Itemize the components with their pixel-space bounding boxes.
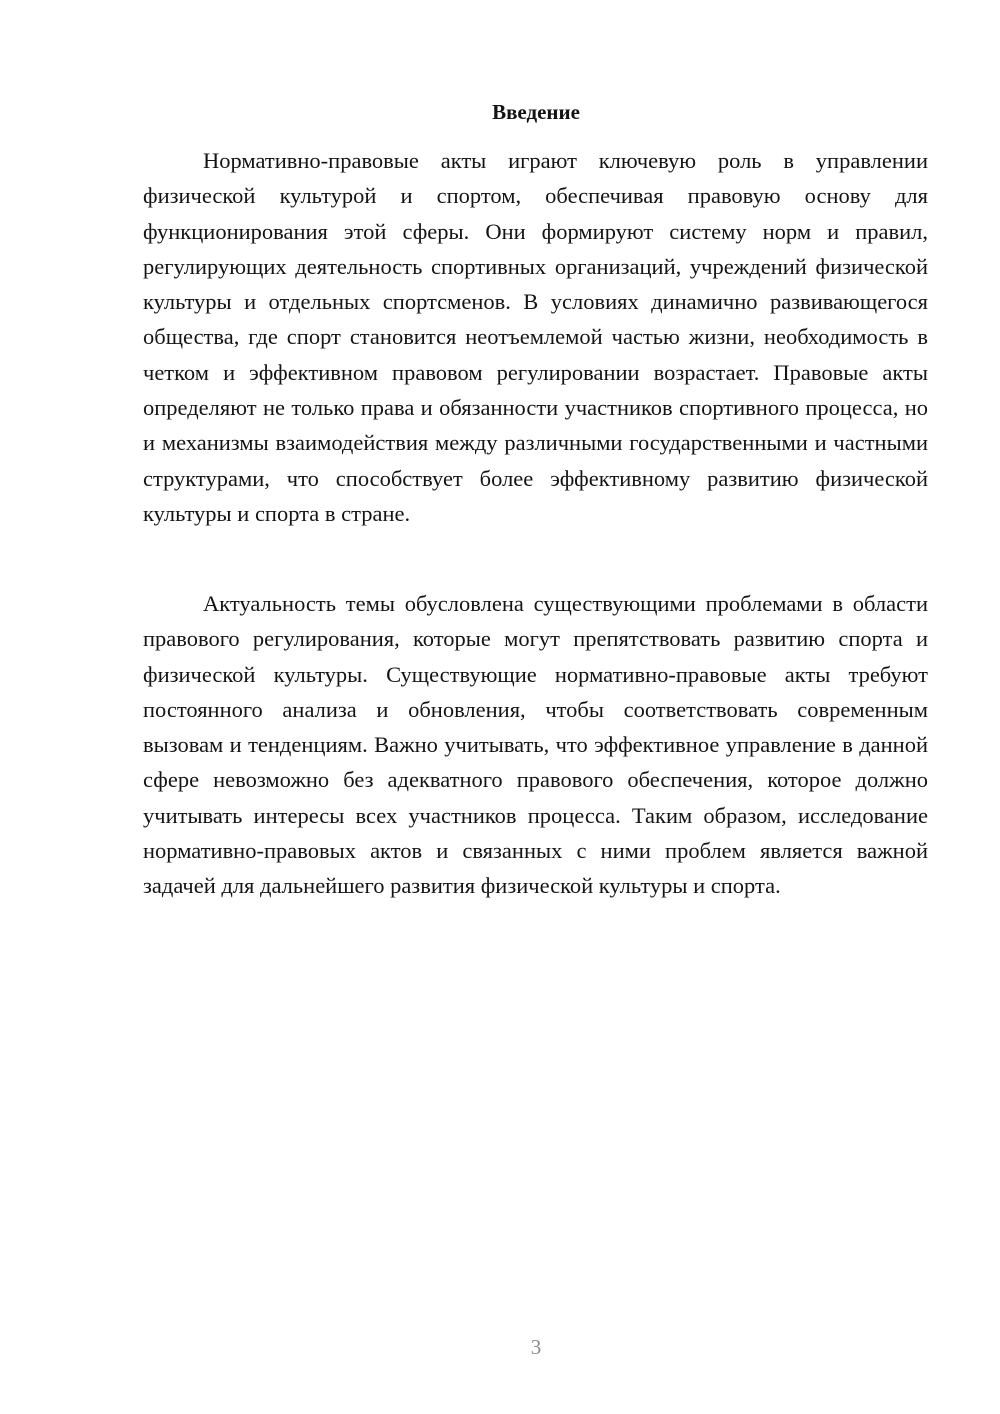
section-heading: Введение <box>492 100 580 124</box>
page-number: 3 <box>530 1335 542 1359</box>
paragraph-introduction: Нормативно-правовые акты играют ключевую роль в управлении физической культурой и спортом, обеспечивая правовую основу для функционирования этой сферы. Они формируют систему норм и правил, регулирующих деятельность спортивных организаций, учреждений физической культуры и отдельных спортсменов. В условиях динамично развивающегося общества, где спорт становится неотъемлемой частью жизни, необходимость в четком и эффективном правовом регулировании возрастает. Правовые акты определяют не только права и обязанности участников спортивного процесса, но и механизмы взаимодействия между различными государственными и частными структурами, что способствует более эффективному развитию физической культуры и спорта в стране. <box>143 148 928 526</box>
paragraph-relevance: Актуальность темы обусловлена существующими проблемами в области правового регулирования, которые могут препятствовать развитию спорта и физической культуры. Существующие нормативно-правовые акты требуют постоянного анализа и обновления, чтобы соответствовать современным вызовам и тенденциям. Важно учитывать, что эффективное управление в данной сфере невозможно без адекватного правового обеспечения, которое должно учитывать интересы всех участников процесса. Таким образом, исследование нормативно-правовых актов и связанных с ними проблем является важной задачей для дальнейшего развития физической культуры и спорта. <box>143 591 928 899</box>
